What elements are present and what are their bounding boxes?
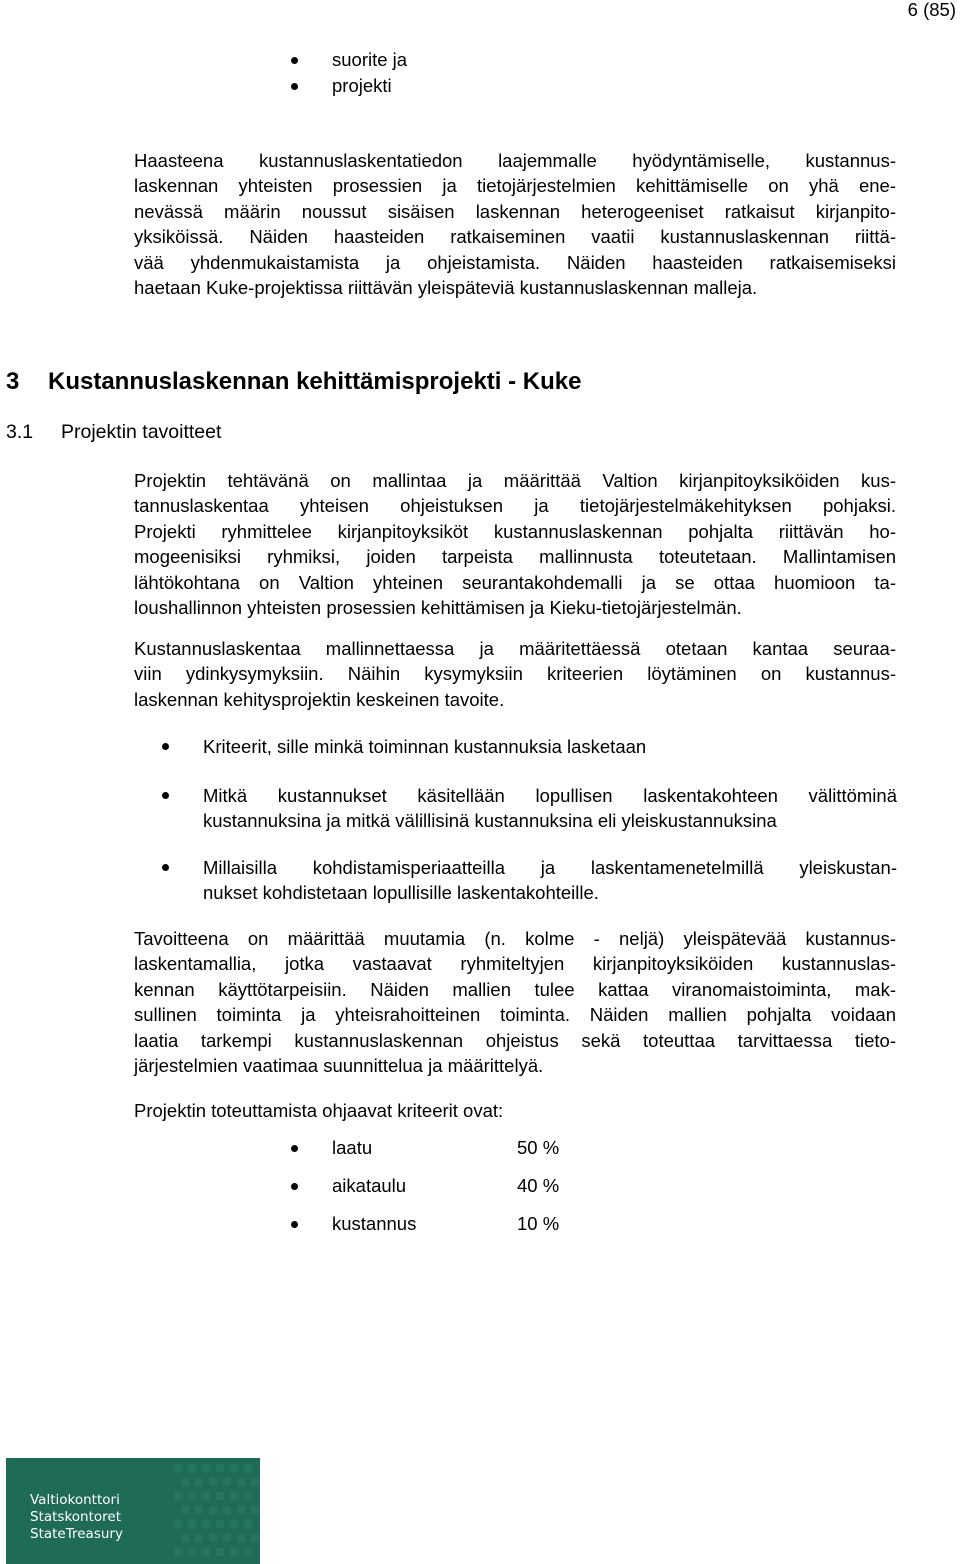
criteria-value: 50 % [517, 1137, 560, 1158]
text-line: haetaan Kuke-projektissa riittävän yleispäteviä kustannuslaskennan malleja. [134, 277, 758, 299]
subsection-number: 3.1 [6, 421, 34, 443]
text-line: loushallinnon yhteisten prosessien kehittämisen ja Kieku-tietojärjestelmän. [134, 597, 742, 619]
text-line: Tavoitteena on määrittää muutamia (n. kolme - neljä) yleispätevää kustannus- [134, 928, 896, 949]
text-line: laskennan yhteisten prosessien ja tietojärjestelmien kehittämiselle on yhä ene- [134, 175, 896, 197]
list-item-text [203, 855, 897, 905]
core-questions-paragraph [134, 636, 896, 712]
top-bullet-list [290, 47, 407, 99]
text-line: Haasteena kustannuslaskentatiedon laajemmalle hyödyntämiselle, kustannus- [134, 150, 896, 171]
criteria-row [290, 1173, 590, 1199]
text-line: nevässä määrin noussut sisäisen laskennan heterogeeniset ratkaisut kirjanpito- [134, 200, 896, 222]
subsection-title: Projektin tavoitteet [61, 421, 222, 443]
subsection-heading [6, 420, 221, 444]
list-item [290, 73, 407, 99]
criteria-row [290, 1135, 590, 1161]
bullet-icon [162, 864, 169, 871]
logo-text: Valtiokonttori [30, 1492, 120, 1508]
state-treasury-logo [6, 1458, 260, 1564]
text-line: laskennan kehitysprojektin keskeinen tavoite. [134, 688, 505, 710]
criteria-name: aikataulu [332, 1175, 407, 1196]
text-line: kustannuksina ja mitkä välillisinä kustannuksina eli yleiskustannuksina [203, 810, 777, 831]
text-line: Kriteerit, sille minkä toiminnan kustannuksia lasketaan [203, 736, 647, 757]
list-item-text [203, 783, 897, 833]
list-item [162, 734, 897, 759]
list-item [162, 855, 897, 905]
logo-text: Statskontoret [30, 1509, 122, 1525]
target-paragraph [134, 926, 896, 1078]
text-line: Millaisilla kohdistamisperiaatteilla ja laskentamenetelmillä yleiskustan- [203, 857, 897, 878]
text-line: kennan käyttötarpeisiin. Näiden mallien tulee kattaa viranomaistoiminta, mak- [134, 978, 896, 1000]
section-number: 3 [6, 368, 20, 395]
section-title: Kustannuslaskennan kehittämisprojekti - Kuke [48, 368, 582, 395]
goal-paragraph [134, 468, 896, 620]
criteria-value: 10 % [517, 1213, 560, 1234]
bullet-icon [291, 57, 298, 64]
text-line: vää yhdenmukaistamista ja ohjeistamista. Näiden haasteiden ratkaisemiseksi [134, 251, 896, 273]
text-line: laatia tarkempi kustannuslaskennan ohjeistus sekä toteuttaa tarvittaessa tieto- [134, 1029, 896, 1051]
text-line: yksiköissä. Näiden haasteiden ratkaiseminen vaatii kustannuslaskennan riittä- [134, 226, 896, 248]
text-line: nukset kohdistetaan lopullisille laskentakohteille. [203, 882, 599, 903]
bullet-icon [162, 792, 169, 799]
criteria-row [290, 1211, 590, 1237]
section-heading [6, 368, 581, 396]
text-line: mogeenisiksi ryhmiksi, joiden tarpeista mallinnusta toteutetaan. Mallintamisen [134, 546, 896, 568]
list-item-text: suorite ja [332, 49, 408, 70]
criteria-name: laatu [332, 1137, 373, 1158]
page-number: 6 (85) [907, 0, 956, 20]
criteria-name: kustannus [332, 1213, 417, 1234]
text-line: järjestelmien vaatimaa suunnittelua ja määrittelyä. [134, 1055, 544, 1077]
intro-paragraph [134, 148, 896, 300]
text-line: Projekti ryhmittelee kirjanpitoyksiköt kustannuslaskennan pohjalta riittävän ho- [134, 520, 896, 542]
list-item [290, 47, 407, 73]
list-item-text [203, 734, 897, 759]
text-line: Mitkä kustannukset käsitellään lopullisen laskentakohteen välittöminä [203, 785, 897, 806]
text-line: Projektin tehtävänä on mallintaa ja määrittää Valtion kirjanpitoyksiköiden kus- [134, 470, 896, 491]
text-line: viin ydinkysymyksiin. Näihin kysymyksiin kriteerien löytäminen on kustannus- [134, 663, 896, 685]
bullet-icon [291, 83, 298, 90]
text-line: laskentamallia, jotka vastaavat ryhmiteltyjen kirjanpitoyksiköiden kustannuslas- [134, 953, 896, 975]
bullet-icon [291, 1145, 298, 1152]
text-line: sullinen toiminta ja yhteisrahoitteinen toiminta. Näiden mallien pohjalta voidaan [134, 1004, 896, 1026]
list-item-text: projekti [332, 75, 392, 96]
text-line: Kustannuslaskentaa mallinnettaessa ja määritettäessä otetaan kantaa seuraa- [134, 638, 896, 659]
text-line: lähtökohtana on Valtion yhteinen seurantakohdemalli ja se ottaa huomioon ta- [134, 571, 896, 593]
list-item [162, 783, 897, 833]
criteria-intro: Projektin toteuttamista ohjaavat kriteerit ovat: [134, 1100, 504, 1121]
bullet-icon [291, 1183, 298, 1190]
criteria-value: 40 % [517, 1175, 560, 1196]
text-line: tannuslaskentaa yhteisen ohjeistuksen ja tietojärjestelmäkehityksen pohjaksi. [134, 495, 896, 517]
logo-text: StateTreasury [30, 1526, 123, 1542]
bullet-icon [291, 1221, 298, 1228]
bullet-icon [162, 743, 169, 750]
